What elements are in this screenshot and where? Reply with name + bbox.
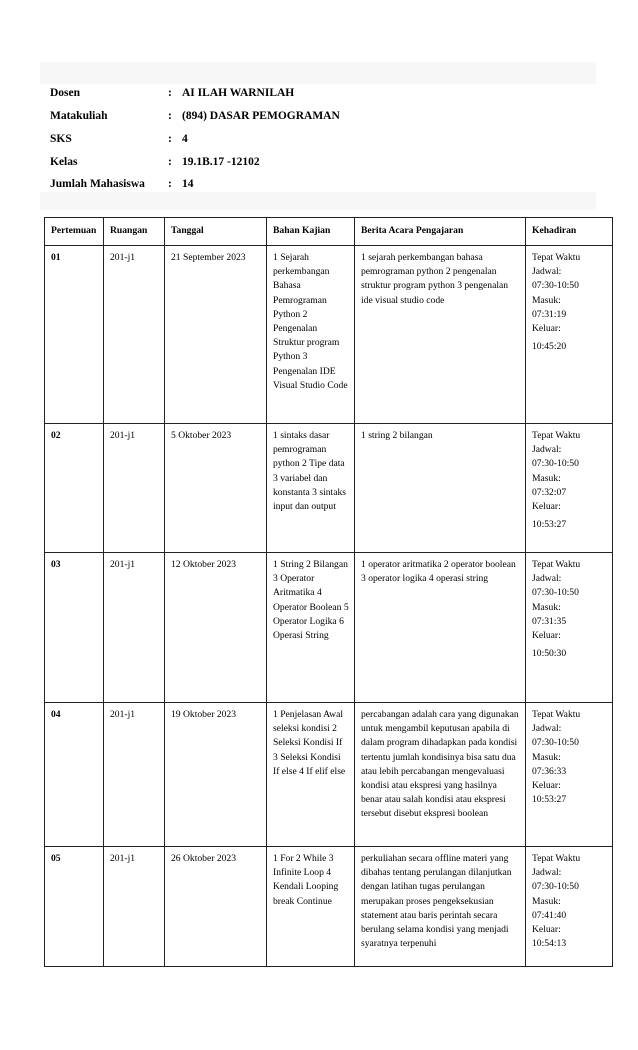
table-row: [45, 553, 613, 703]
cell-tanggal: 5 Oktober 2023: [165, 424, 267, 553]
kehadiran-masuk-label: Masuk:: [532, 294, 561, 306]
kehadiran-status: Tepat Waktu: [532, 252, 581, 263]
info-label: SKS: [50, 132, 72, 145]
kehadiran-masuk: 07:32:07: [532, 486, 567, 498]
cell-pertemuan: 02: [45, 424, 104, 553]
kehadiran-jadwal: 07:30-10:50: [532, 737, 579, 749]
kehadiran-keluar: 10:50:30: [532, 648, 567, 660]
kehadiran-keluar-label: Keluar:: [532, 630, 561, 642]
info-value: (894) DASAR PEMOGRAMAN: [182, 110, 340, 123]
kehadiran-status: Tepat Waktu: [532, 430, 581, 441]
kehadiran-jadwal-label: Jadwal:: [532, 444, 562, 456]
kehadiran-jadwal-label: Jadwal:: [532, 573, 562, 585]
kehadiran-masuk: 07:36:33: [532, 765, 567, 777]
info-row-sks: [50, 128, 340, 151]
info-row-jumlah-mahasiswa: [50, 173, 340, 196]
info-separator: :: [168, 132, 172, 145]
kehadiran-masuk-label: Masuk:: [532, 751, 561, 763]
kehadiran-jadwal: 07:30-10:50: [532, 280, 579, 292]
cell-bahan-kajian: 1 sintaks dasar pemrograman python 2 Tipe data 3 variabel dan konstanta 3 sintaks input dan output: [267, 424, 355, 553]
info-label: Kelas: [50, 155, 78, 168]
kehadiran-masuk-label: Masuk:: [532, 601, 561, 613]
cell-tanggal: 12 Oktober 2023: [165, 553, 267, 703]
kehadiran-status: Tepat Waktu: [532, 853, 581, 864]
kehadiran-status: Tepat Waktu: [532, 559, 581, 570]
cell-tanggal: 21 September 2023: [165, 246, 267, 424]
course-info: [50, 82, 340, 196]
cell-bahan-kajian: 1 Sejarah perkembangan Bahasa Pemrograman Python 2 Pengenalan Struktur program Python 3 Pengenalan IDE Visual Studio Code: [267, 246, 355, 424]
kehadiran-masuk: 07:31:35: [532, 615, 567, 627]
cell-pertemuan: 05: [45, 847, 104, 967]
col-header-kehadiran: Kehadiran: [526, 218, 613, 246]
kehadiran-keluar-label: Keluar:: [532, 323, 561, 335]
table-header-row: [45, 218, 613, 246]
col-header-bahan-kajian: Bahan Kajian: [267, 218, 355, 246]
kehadiran-keluar-label: Keluar:: [532, 501, 561, 513]
kehadiran-masuk: 07:41:40: [532, 909, 567, 921]
info-label: Matakuliah: [50, 110, 108, 123]
info-label: Dosen: [50, 87, 81, 100]
kehadiran-keluar: 10:45:20: [532, 341, 567, 353]
cell-tanggal: 19 Oktober 2023: [165, 703, 267, 847]
cell-bahan-kajian: 1 For 2 While 3 Infinite Loop 4 Kendali Looping break Continue: [267, 847, 355, 967]
kehadiran-jadwal-label: Jadwal:: [532, 723, 562, 735]
cell-kehadiran: [526, 703, 613, 847]
cell-kehadiran: [526, 847, 613, 967]
info-value: 14: [182, 178, 194, 191]
kehadiran-jadwal: 07:30-10:50: [532, 458, 579, 470]
info-separator: :: [168, 110, 172, 123]
info-label: Jumlah Mahasiswa: [50, 178, 145, 191]
cell-kehadiran: [526, 424, 613, 553]
cell-pertemuan: 04: [45, 703, 104, 847]
kehadiran-keluar-label: Keluar:: [532, 924, 561, 936]
kehadiran-status: Tepat Waktu: [532, 709, 581, 720]
header-band-top: [40, 62, 596, 84]
kehadiran-keluar: 10:53:27: [532, 519, 567, 531]
table-row: [45, 246, 613, 424]
cell-pertemuan: 01: [45, 246, 104, 424]
info-row-matakuliah: [50, 105, 340, 128]
cell-berita-acara: 1 string 2 bilangan: [355, 424, 526, 553]
attendance-table: [44, 217, 613, 967]
info-row-dosen: [50, 82, 340, 105]
col-header-berita-acara: Berita Acara Pengajaran: [355, 218, 526, 246]
col-header-ruangan: Ruangan: [104, 218, 165, 246]
info-row-kelas: [50, 150, 340, 173]
cell-bahan-kajian: 1 Penjelasan Awal seleksi kondisi 2 Seleksi Kondisi If 3 Seleksi Kondisi If else 4 If elif else: [267, 703, 355, 847]
cell-berita-acara: perkuliahan secara offline materi yang dibahas tentang perulangan dilanjutkan dengan latihan tugas perulangan merupakan proses pengeksekusian statement atau baris perintah secara berulang selama kondisi yang menjadi syaratnya terpenuhi: [355, 847, 526, 967]
kehadiran-masuk: 07:31:19: [532, 308, 567, 320]
kehadiran-masuk-label: Masuk:: [532, 895, 561, 907]
table-row: [45, 847, 613, 967]
cell-ruangan: 201-j1: [104, 246, 165, 424]
cell-ruangan: 201-j1: [104, 553, 165, 703]
cell-ruangan: 201-j1: [104, 424, 165, 553]
kehadiran-keluar: 10:54:13: [532, 938, 567, 950]
cell-berita-acara: 1 operator aritmatika 2 operator boolean 3 operator logika 4 operasi string: [355, 553, 526, 703]
info-value: AI ILAH WARNILAH: [182, 87, 295, 100]
cell-pertemuan: 03: [45, 553, 104, 703]
kehadiran-jadwal: 07:30-10:50: [532, 587, 579, 599]
kehadiran-masuk-label: Masuk:: [532, 472, 561, 484]
cell-tanggal: 26 Oktober 2023: [165, 847, 267, 967]
cell-kehadiran: [526, 246, 613, 424]
cell-bahan-kajian: 1 String 2 Bilangan 3 Operator Aritmatika 4 Operator Boolean 5 Operator Logika 6 Operasi String: [267, 553, 355, 703]
cell-berita-acara: percabangan adalah cara yang digunakan untuk mengambil keputusan apabila di dalam program dihadapkan pada kondisi tertentu jumlah kondisinya bisa satu dua atau lebih percabangan mengevaluasi kondisi atau ekspresi yang hasilnya benar atau salah kondisi atau ekspresi tersebut disebut ekspresi boolean: [355, 703, 526, 847]
table-row: [45, 424, 613, 553]
kehadiran-jadwal: 07:30-10:50: [532, 881, 579, 893]
cell-kehadiran: [526, 553, 613, 703]
info-value: 4: [182, 132, 188, 145]
info-separator: :: [168, 155, 172, 168]
cell-berita-acara: 1 sejarah perkembangan bahasa pemrograman python 2 pengenalan struktur program python 3 pengenalan ide visual studio code: [355, 246, 526, 424]
info-value: 19.1B.17 -12102: [182, 155, 260, 168]
col-header-pertemuan: Pertemuan: [45, 218, 104, 246]
table-row: [45, 703, 613, 847]
kehadiran-jadwal-label: Jadwal:: [532, 266, 562, 278]
kehadiran-keluar: 10:53:27: [532, 794, 567, 806]
cell-ruangan: 201-j1: [104, 847, 165, 967]
kehadiran-jadwal-label: Jadwal:: [532, 867, 562, 879]
info-separator: :: [168, 87, 172, 100]
kehadiran-keluar-label: Keluar:: [532, 780, 561, 792]
info-separator: :: [168, 178, 172, 191]
cell-ruangan: 201-j1: [104, 703, 165, 847]
col-header-tanggal: Tanggal: [165, 218, 267, 246]
